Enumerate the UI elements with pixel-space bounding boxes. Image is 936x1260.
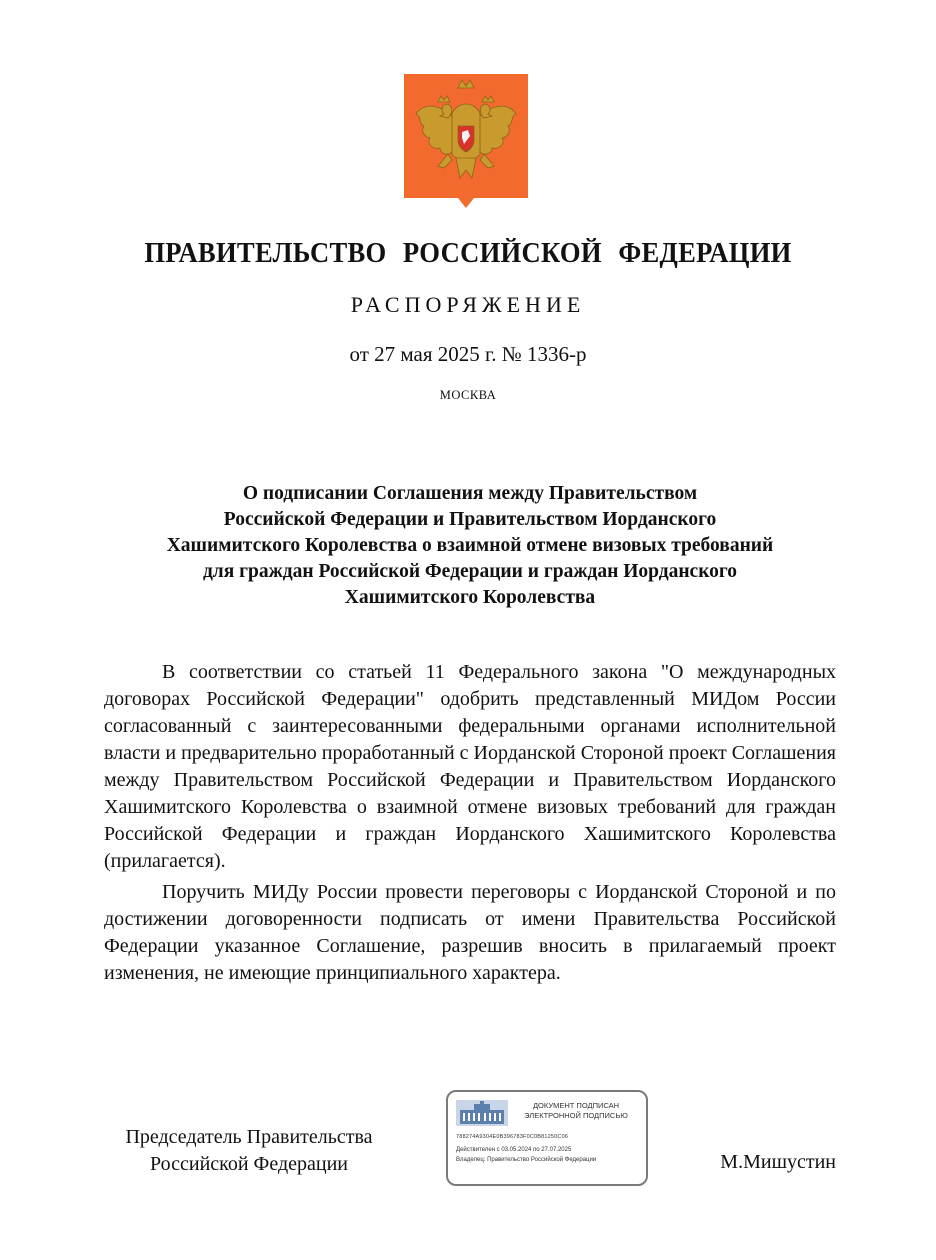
double-headed-eagle-icon <box>404 74 528 208</box>
signatory-title-line: Председатель Правительства <box>125 1126 373 1148</box>
subject-line: О подписании Соглашения между Правительством <box>242 483 698 504</box>
subject-line: Российской Федерации и Правительством Иорданского <box>223 509 717 530</box>
stamp-validity: Действителен с 03.05.2024 по 27.07.2025 <box>456 1147 572 1153</box>
document-type: РАСПОРЯЖЕНИЕ <box>350 292 586 317</box>
stamp-certificate: 788274A9304E0B396783F0C0B81250C06 <box>456 1134 569 1140</box>
stamp-heading-line: ЭЛЕКТРОННОЙ ПОДПИСЬЮ <box>524 1111 628 1120</box>
signatory-title-line: Российской Федерации <box>149 1153 349 1175</box>
signatory-name: М.Мишустин <box>720 1151 836 1173</box>
subject-line: Хашимитского Королевства о взаимной отмене визовых требований <box>166 535 774 556</box>
subject-line: для граждан Российской Федерации и граждан Иорданского <box>202 561 738 582</box>
stamp-heading-line: ДОКУМЕНТ ПОДПИСАН <box>532 1101 620 1110</box>
stamp-owner: Владелец: Правительство Российской Федерации <box>456 1157 597 1163</box>
body-paragraph: Поручить МИДу России провести переговоры с Иорданской Стороной и по достижении договоренности подписать от имени Правительства Российской Федерации указанное Соглашение, разрешив вносить в прилагаемый проект изменения, не имеющие принципиального характера. <box>104 881 836 984</box>
document-body <box>104 659 836 987</box>
document-city: МОСКВА <box>439 388 497 402</box>
electronic-signature-stamp <box>446 1090 648 1186</box>
stamp-heading <box>510 1101 642 1121</box>
document-subject <box>104 481 836 611</box>
government-building-icon <box>456 1100 508 1126</box>
body-paragraph: В соответствии со статьей 11 Федерального закона "О международных договорах Российской Федерации" одобрить представленный МИДом России согласованный с заинтересованными федеральными органами исполнительной власти и предварительно проработанный с Иорданской Стороной проект Соглашения между Правительством Российской Федерации и Правительством Иорданского Хашимитского Королевства о взаимной отмене визовых требований для граждан Российской Федерации и граждан Иорданского Хашимитского Королевства (прилагается). <box>104 661 836 872</box>
coat-of-arms-emblem <box>404 74 528 208</box>
document-date-number: от 27 мая 2025 г. № 1336-р <box>349 342 587 366</box>
signatory-title <box>104 1124 394 1178</box>
subject-line: Хашимитского Королевства <box>344 587 596 608</box>
government-title: ПРАВИТЕЛЬСТВО РОССИЙСКОЙ ФЕДЕРАЦИИ <box>144 238 792 269</box>
